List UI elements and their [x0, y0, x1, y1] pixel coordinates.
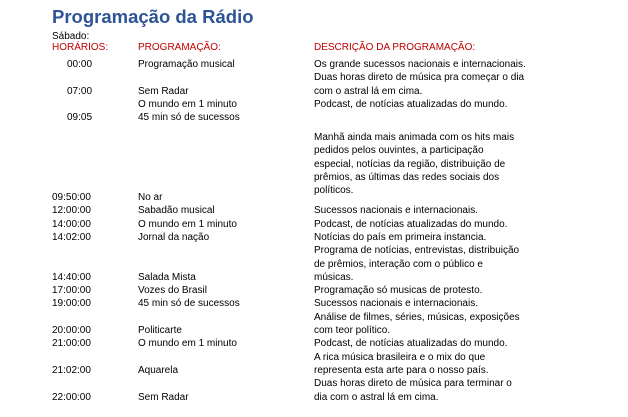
program-cell: Aquarela [138, 364, 179, 376]
time-cell: 22:00:00 [52, 391, 91, 403]
time-cell: 14:00:00 [52, 218, 91, 230]
time-cell: 14:40:00 [52, 271, 91, 283]
description-line: Sucessos nacionais e internacionais. [314, 298, 478, 310]
program-cell: Sem Radar [138, 85, 189, 97]
time-cell: 21:02:00 [52, 364, 91, 376]
description-line: Duas horas direto de música para terminar o [314, 378, 512, 390]
program-cell: 45 min só de sucessos [138, 112, 240, 124]
description-line: pedidos pelos ouvintes, a participação [314, 145, 484, 157]
program-cell: Vozes do Brasil [138, 285, 207, 297]
description-line: prêmios, as últimas das redes sociais dos [314, 172, 500, 184]
description-line: músicas. [314, 271, 354, 283]
time-cell: 07:00 [67, 85, 93, 97]
description-line: Podcast, de notícias atualizadas do mundo. [314, 98, 508, 110]
description-line: Programa de notícias, entrevistas, distribuição [314, 245, 520, 257]
description-line: Os grande sucessos nacionais e internacionais. [314, 59, 526, 70]
program-cell: O mundo em 1 minuto [138, 338, 237, 350]
time-cell: 20:00:00 [52, 325, 91, 336]
time-cell: 12:00:00 [52, 205, 91, 217]
description-line: A rica música brasileira e o mix do que [314, 351, 486, 363]
description-line: de prêmios, interação com o público e [314, 258, 483, 270]
description-line: Notícias do país em primeira instancia. [314, 231, 487, 243]
day-label: Sábado: [52, 31, 90, 42]
program-cell: Sabadão musical [138, 205, 215, 217]
description-line: políticos. [314, 185, 354, 197]
program-cell: 45 min só de sucessos [138, 298, 240, 310]
program-cell: O mundo em 1 minuto [138, 218, 237, 230]
time-cell: 00:00 [67, 59, 93, 70]
time-cell: 14:02:00 [52, 231, 91, 243]
program-cell: O mundo em 1 minuto [138, 98, 237, 110]
time-cell: 19:00:00 [52, 298, 91, 310]
description-line: Sucessos nacionais e internacionais. [314, 205, 478, 217]
program-cell: Sem Radar [138, 391, 189, 403]
header-description: DESCRIÇÃO DA PROGRAMAÇÃO: [314, 42, 476, 53]
program-cell: Jornal da nação [138, 231, 210, 243]
time-cell: 09:50:00 [52, 192, 91, 203]
description-line: Análise de filmes, séries, músicas, exposições [314, 311, 520, 323]
header-program: PROGRAMAÇÃO: [138, 42, 221, 53]
description-line: dia com o astral lá em cima. [314, 391, 439, 403]
description-line: Manhã ainda mais animada com os hits mais [314, 132, 515, 144]
time-cell: 21:00:00 [52, 338, 91, 350]
description-line: representa esta arte para o nosso país. [314, 364, 489, 376]
description-line: com teor político. [314, 325, 391, 336]
description-line: Programação só musicas de protesto. [314, 285, 483, 297]
description-line: com o astral lá em cima. [314, 85, 423, 97]
description-line: Podcast, de notícias atualizadas do mundo. [314, 218, 508, 230]
page-title: Programação da Rádio [52, 6, 254, 27]
time-cell: 17:00:00 [52, 285, 91, 297]
program-cell: Salada Mista [138, 271, 196, 283]
description-line: especial, notícias da região, distribuição de [314, 158, 506, 170]
time-cell: 09:05 [67, 112, 93, 124]
program-cell: Programação musical [138, 59, 235, 70]
header-time: HORÁRIOS: [52, 42, 109, 53]
program-cell: Politicarte [138, 325, 182, 336]
program-cell: No ar [138, 192, 163, 203]
description-line: Podcast, de notícias atualizadas do mundo. [314, 338, 508, 350]
description-line: Duas horas direto de música pra começar o dia [314, 72, 525, 84]
